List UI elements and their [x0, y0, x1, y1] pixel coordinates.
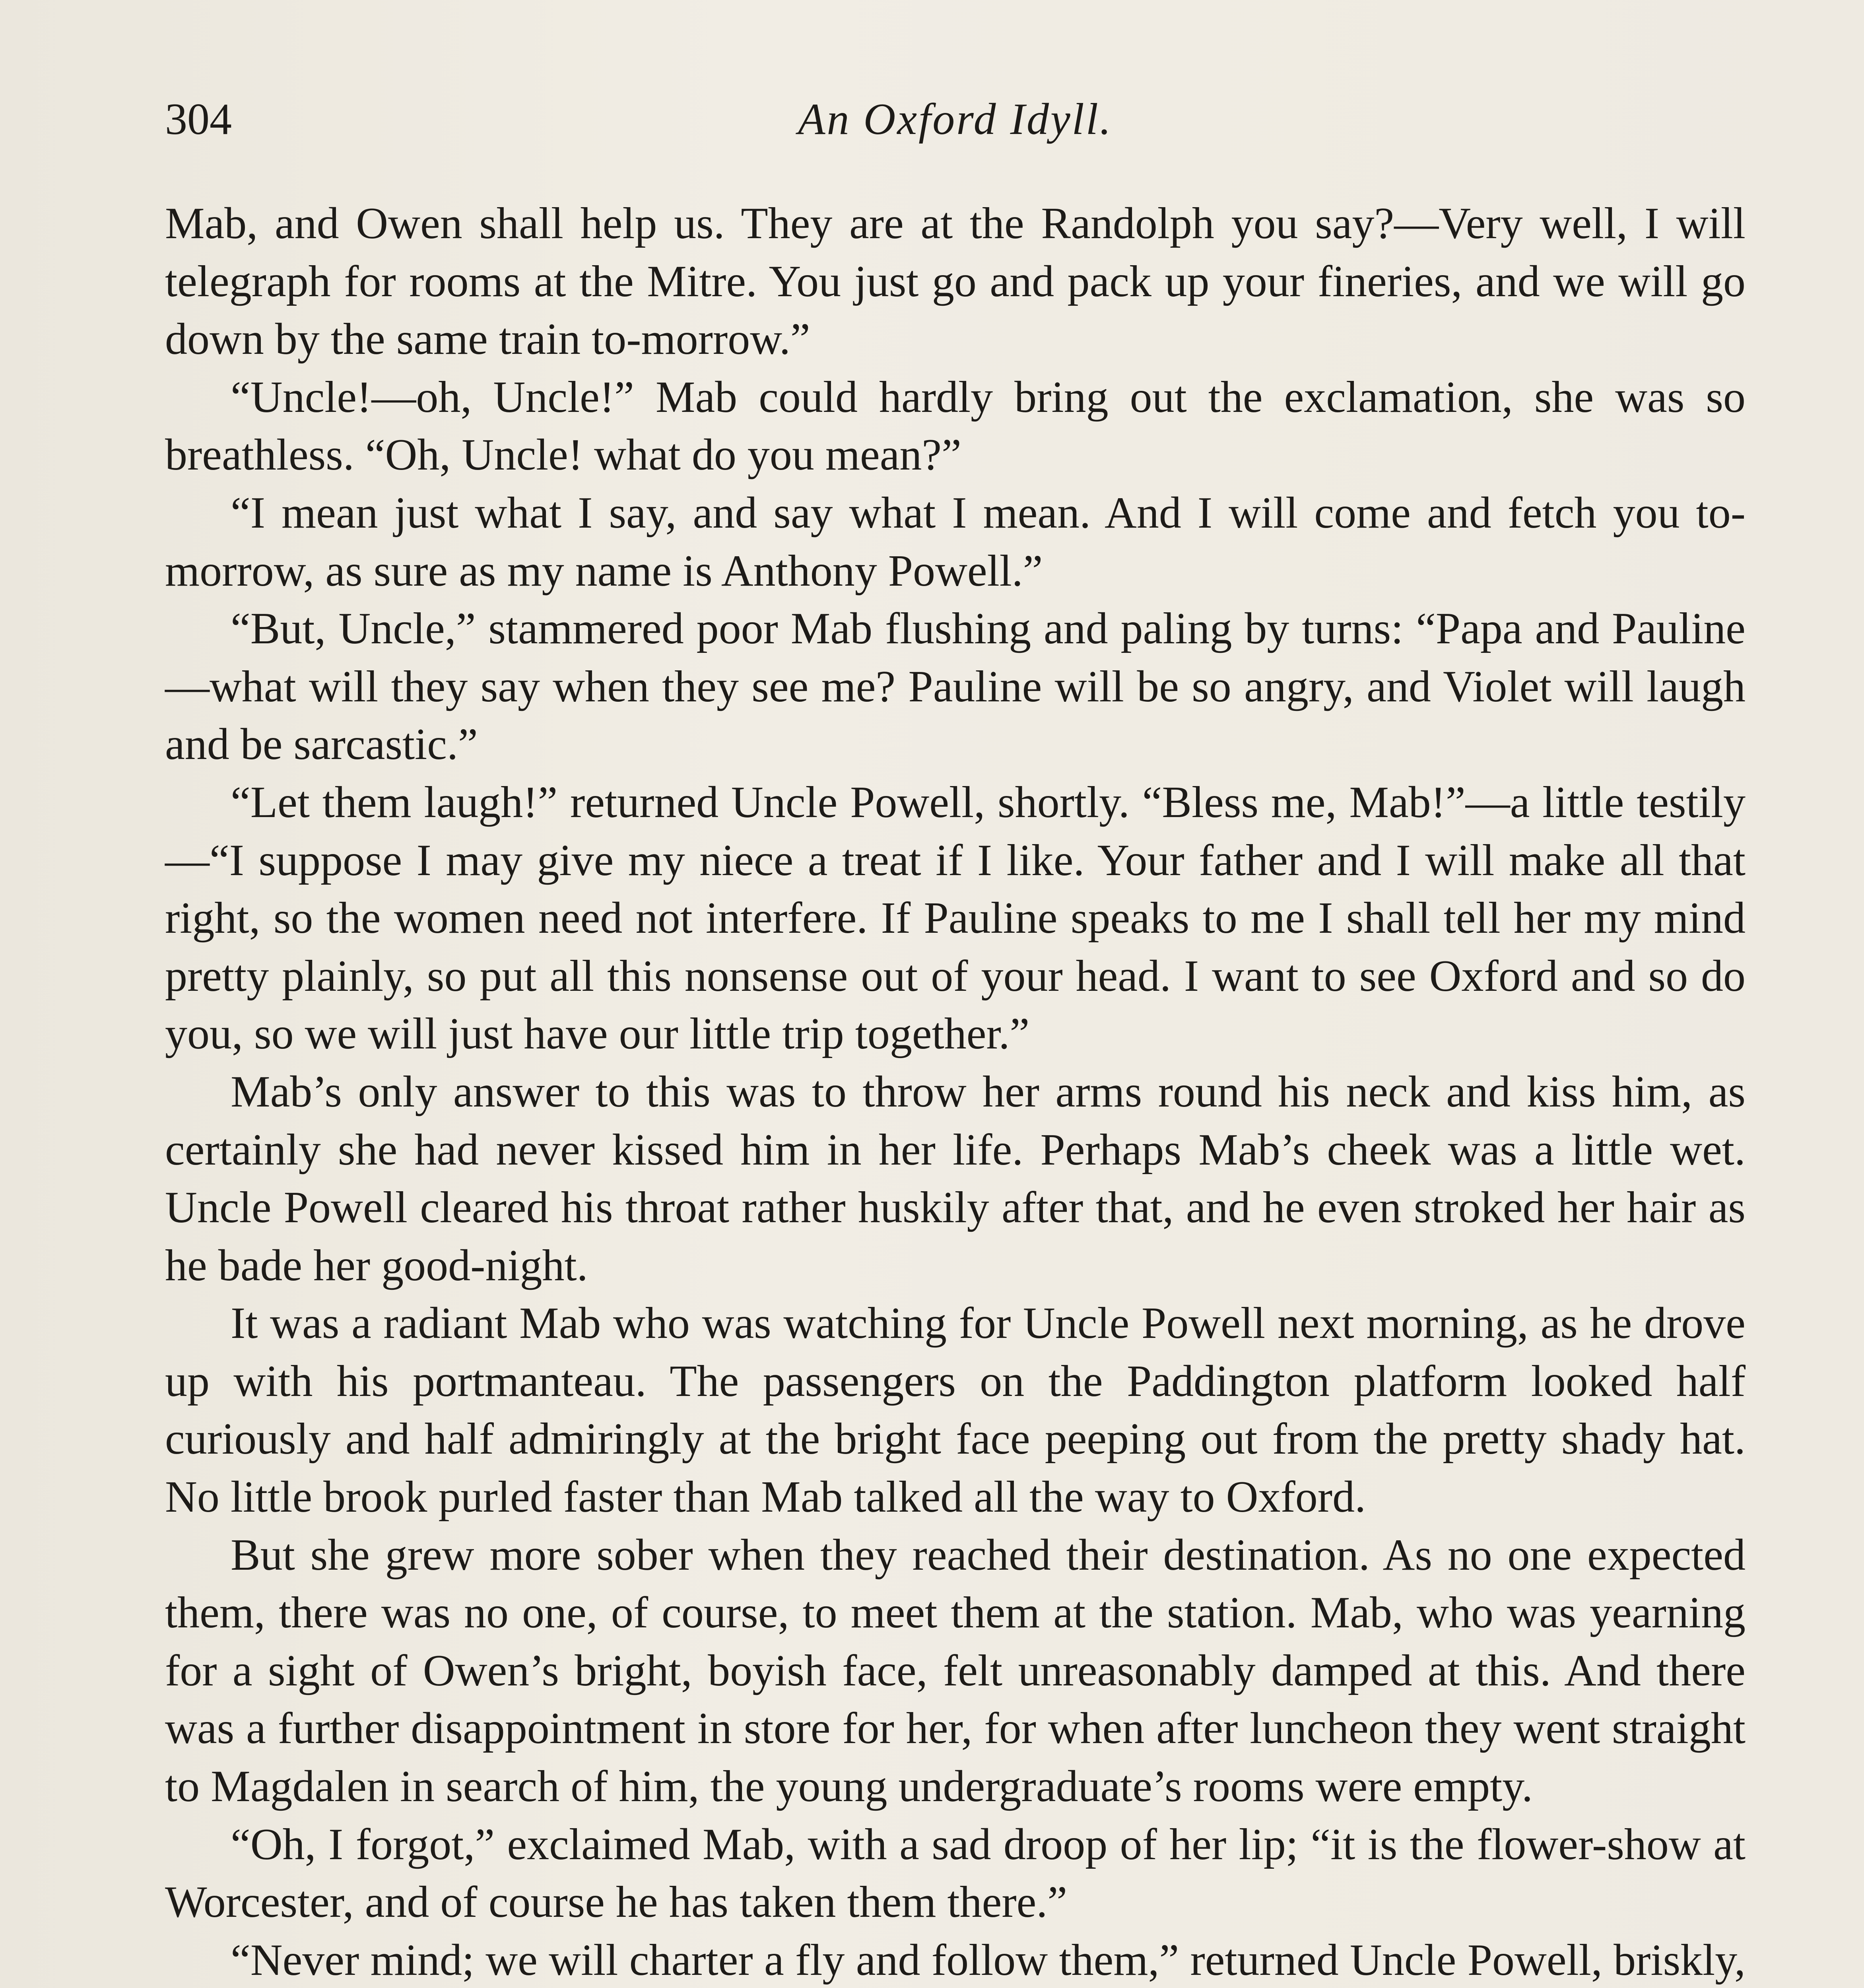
paragraph: But she grew more sober when they reached their destination. As no one expected them, there was no one, of course, to meet them at the station. Mab, who was yearning for a sight of Owen’s bright, boyish face, felt unreasonably damped at this. And there was a further disappointment in store for her, for when after luncheon they went straight to Magdalen in search of him, the young undergraduate’s rooms were empty. [165, 1530, 1746, 1811]
paragraph: “But, Uncle,” stammered poor Mab flushing and paling by turns: “Papa and Pauline—what will they say when they see me? Pauline will be so angry, and Violet will laugh and be sarcastic.” [165, 604, 1746, 769]
paragraph: Mab, and Owen shall help us. They are at the Randolph you say?—Very well, I will telegraph for rooms at the Mitre. You just go and pack up your fineries, and we will go down by the same train to-morrow.” [165, 199, 1746, 364]
body-text [165, 195, 1746, 1988]
page-header [165, 89, 1746, 157]
paragraph: “Let them laugh!” returned Uncle Powell, shortly. “Bless me, Mab!”—a little testily—“I suppose I may give my niece a treat if I like. Your father and I will make all that right, so the women need not interfere. If Pauline speaks to me I shall tell her my mind pretty plainly, so put all this nonsense out of your head. I want to see Oxford and so do you, so we will just have our little trip together.” [165, 777, 1746, 1059]
paragraph: “Oh, I forgot,” exclaimed Mab, with a sad droop of her lip; “it is the flower-show at Worcester, and of course he has taken them there.” [165, 1819, 1746, 1927]
running-title: An Oxford Idyll. [798, 95, 1113, 144]
paragraph: “Uncle!—oh, Uncle!” Mab could hardly bring out the exclamation, she was so breathless. “Oh, Uncle! what do you mean?” [165, 372, 1746, 480]
paragraph: It was a radiant Mab who was watching for Uncle Powell next morning, as he drove up with his portmanteau. The passengers on the Paddington platform looked half curiously and half admiringly at the bright face peeping out from the pretty shady hat. No little brook purled faster than Mab talked all the way to Oxford. [165, 1299, 1746, 1522]
paragraph: “Never mind; we will charter a fly and follow them,” returned Uncle Powell, briskly, [231, 1935, 1746, 1985]
paragraph: “I mean just what I say, and say what I mean. And I will come and fetch you to-morrow, as sure as my name is Anthony Powell.” [165, 488, 1746, 596]
paragraph: Mab’s only answer to this was to throw her arms round his neck and kiss him, as certainly she had never kissed him in her life. Perhaps Mab’s cheek was a little wet. Uncle Powell cleared his throat rather huskily after that, and he even stroked her hair as he bade her good-night. [165, 1067, 1746, 1290]
page-number: 304 [165, 95, 232, 144]
